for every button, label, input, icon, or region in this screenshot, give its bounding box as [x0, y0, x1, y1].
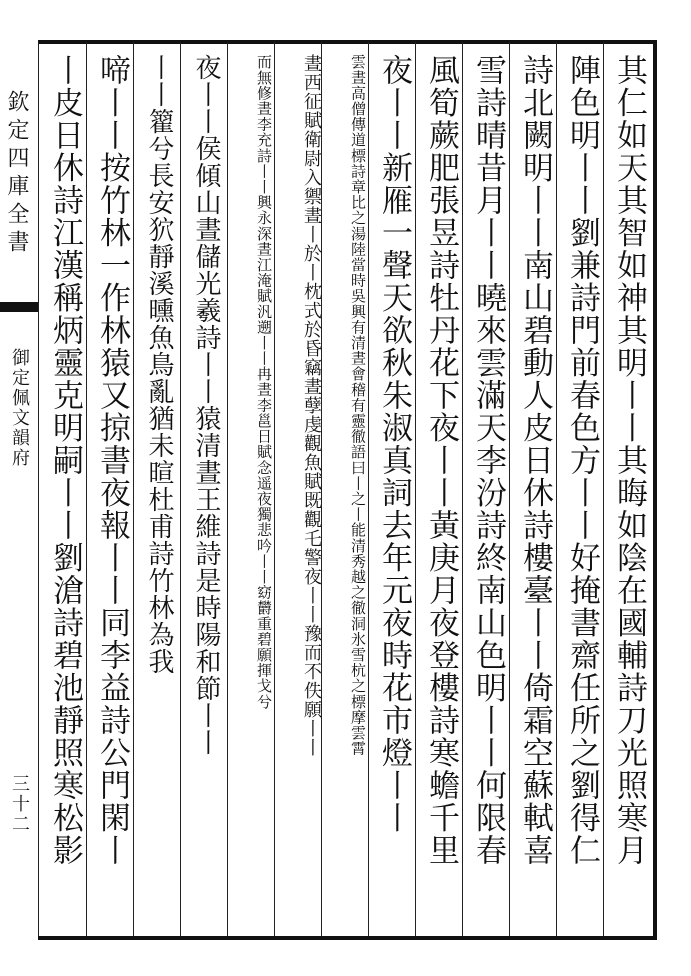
column-rule — [227, 42, 228, 936]
right-frame-line — [653, 40, 657, 940]
text-column-7: 雲晝高僧傳道標詩章比之湯陸當時吳興有清晝會稽有靈徹語曰丨之丨能清秀越之徹洞氷雪杭之標摩雲霄 — [349, 54, 367, 756]
text-column-9: 而無修晝李充詩丨丨興永深晝江淹賦汎遡丨丨冉晝李邕日賦念遥夜獨悲吟丨丨窈欝重碧願揮戈兮 — [255, 54, 273, 710]
margin-strip — [0, 40, 36, 936]
column-rule — [509, 42, 510, 936]
column-rule — [180, 42, 181, 936]
top-frame-line — [38, 40, 656, 44]
column-rule — [86, 42, 87, 936]
margin-band — [0, 302, 38, 312]
text-column-8: 晝西征賦衛尉入禦晝丨於丨枕式於昏竊晝孽虔觀魚賦既觀乇警夜丨丨豫而不佚願丨丨 — [301, 54, 322, 757]
bottom-frame-line — [38, 936, 656, 940]
book-title: 欽定四庫全書 — [4, 90, 29, 258]
column-rule — [274, 42, 275, 936]
section-title: 御定佩文韻府 — [9, 348, 30, 468]
text-column-6: 夜丨丨新雁一聲天欲秋朱淑真詞去年元夜時花市燈丨丨 — [376, 54, 412, 834]
column-rule — [556, 42, 557, 936]
page-number: 三十二 — [9, 774, 30, 834]
column-rule — [38, 42, 39, 936]
text-column-10: 夜丨丨侯傾山晝儲光羲詩丨丨猿清晝王維詩是時陽和節丨丨 — [191, 54, 221, 756]
column-rule — [133, 42, 134, 936]
text-column-5: 風筍蕨肥張昱詩牡丹花下夜丨丨黃庚月夜登樓詩寒蟾千里 — [423, 54, 459, 867]
column-rule — [415, 42, 416, 936]
text-column-4: 雪詩晴昔月丨丨曉來雲滿天李汾詩終南山色明丨丨何限春 — [470, 54, 506, 867]
text-column-12: 啼丨丨按竹林一作林猿又掠書夜報丨丨同李益詩公門閑丨 — [94, 54, 130, 867]
text-column-11: 丨丨籊兮長安狖靜溪曛魚鳥亂猶未暄杜甫詩竹林為我 — [144, 54, 174, 675]
text-column-13: 丨皮日休詩江漢稱炳靈克明嗣丨丨劉滄詩碧池靜照寒松影 — [47, 54, 83, 867]
column-rule — [368, 42, 369, 936]
text-column-3: 詩北闕明丨丨南山碧動人皮日休詩樓臺丨丨倚霜空蘇軾喜 — [517, 54, 553, 867]
text-column-1: 其仁如天其智如神其明丨丨其晦如陰在國輔詩刀光照寒月 — [611, 54, 647, 867]
column-rule — [462, 42, 463, 936]
text-column-2: 陣色明丨丨劉兼詩門前春色方丨丨好掩書齋任所之劉得仁 — [564, 54, 600, 867]
column-rule — [603, 42, 604, 936]
